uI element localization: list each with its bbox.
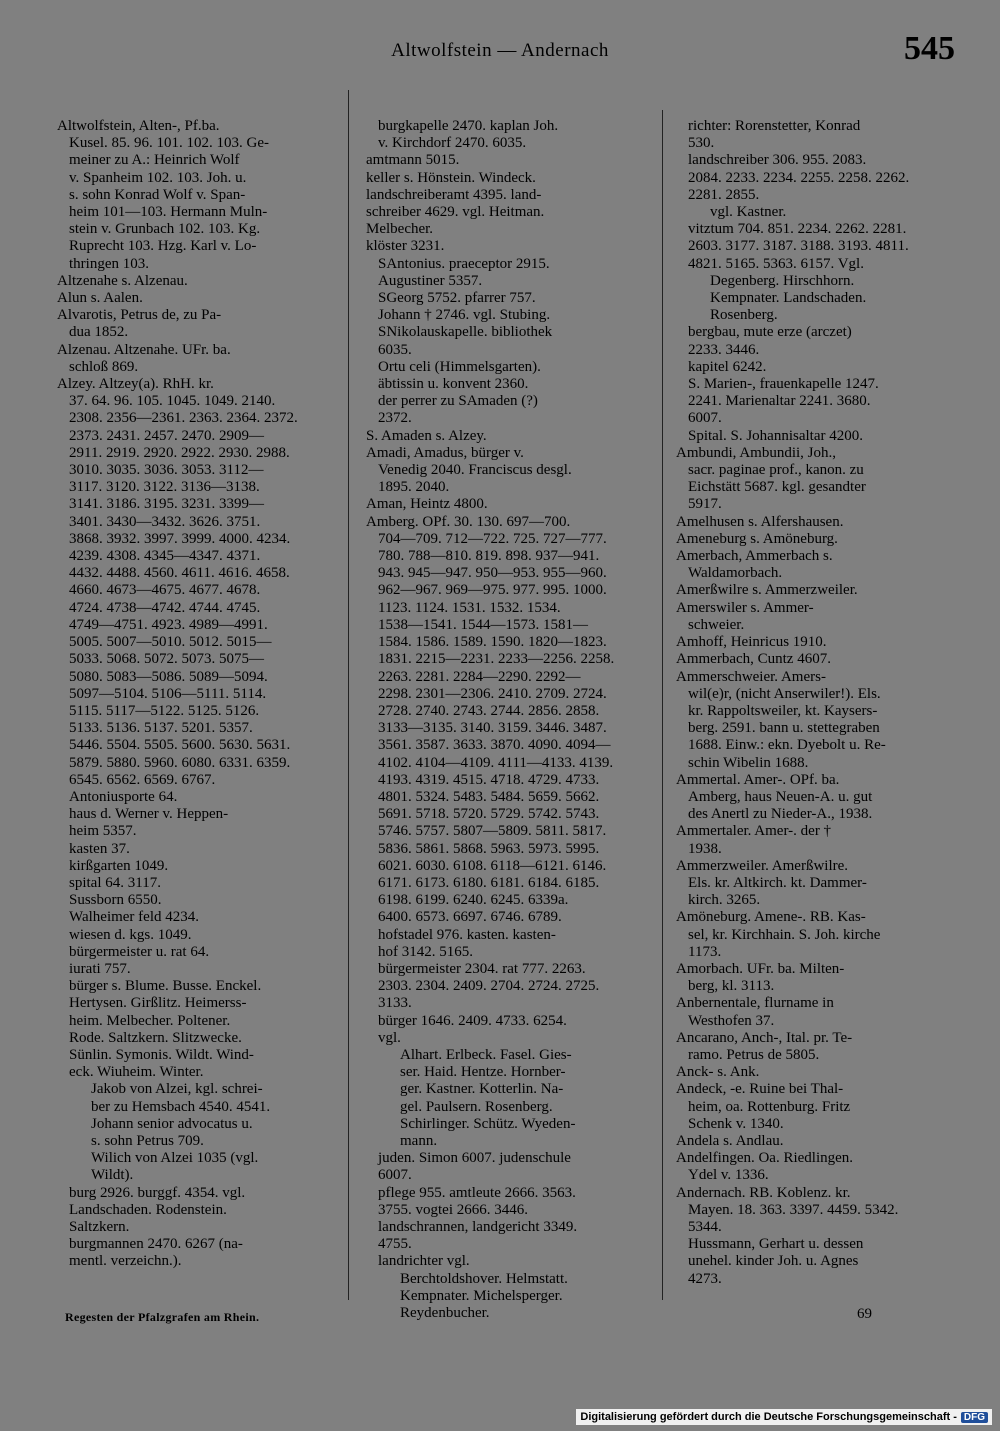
index-line: Amorbach. UFr. ba. Milten- <box>676 960 845 977</box>
index-line: SGeorg 5752. pfarrer 757. <box>378 290 536 307</box>
index-line: 1938. <box>688 840 722 857</box>
index-line: 5097—5104. 5106—5111. 5114. <box>69 685 267 702</box>
index-line: 3010. 3035. 3036. 3053. 3112— <box>69 462 264 479</box>
index-line: haus d. Werner v. Heppen- <box>69 806 229 823</box>
index-line: Andela s. Andlau. <box>676 1132 784 1149</box>
index-line: 4801. 5324. 5483. 5484. 5659. 5662. <box>378 788 600 805</box>
index-line: schin Wibelin 1688. <box>688 754 809 771</box>
index-line: Ruprecht 103. Hzg. Karl v. Lo- <box>69 238 257 255</box>
index-line: Jakob von Alzei, kgl. schrei- <box>91 1081 263 1098</box>
index-line: Altwolfstein, Alten-, Pf.ba. <box>57 118 220 134</box>
index-line: 5080. 5083—5086. 5089—5094. <box>69 668 268 685</box>
index-line: Venedig 2040. Franciscus desgl. <box>378 462 572 479</box>
index-line: v. Kirchdorf 2470. 6035. <box>378 135 527 152</box>
index-line: ser. Haid. Hentze. Hornber- <box>400 1064 566 1081</box>
index-line: Altzenahe s. Alzenau. <box>57 272 188 289</box>
index-line: 4724. 4738—4742. 4744. 4745. <box>69 599 261 616</box>
index-line: 5115. 5117—5122. 5125. 5126. <box>69 702 260 719</box>
index-line: Hussmann, Gerhart u. dessen <box>688 1236 864 1253</box>
index-line: 3561. 3587. 3633. 3870. 4090. 4094— <box>378 737 611 754</box>
index-line: wiesen d. kgs. 1049. <box>69 926 192 943</box>
index-line: ramo. Petrus de 5805. <box>688 1046 820 1063</box>
digitization-credit <box>576 1409 992 1425</box>
index-line: schreiber 4629. vgl. Heitman. <box>366 204 545 221</box>
index-line: Ancarano, Anch-, Ital. pr. Te- <box>676 1029 853 1046</box>
index-line: 6171. 6173. 6180. 6181. 6184. 6185. <box>378 874 600 891</box>
index-line: heim. Melbecher. Poltener. <box>69 1012 231 1029</box>
column-rule-1 <box>348 90 349 1300</box>
index-line: 1895. 2040. <box>378 479 450 496</box>
index-line: Amberg. OPf. 30. 130. 697—700. <box>366 513 571 530</box>
index-line: vitztum 704. 851. 2234. 2262. 2281. <box>688 221 907 238</box>
index-line: Kempnater. Michelsperger. <box>400 1287 563 1304</box>
index-line: mann. <box>400 1132 438 1149</box>
index-line: kirch. 3265. <box>688 892 761 909</box>
index-line: Ameneburg s. Amöneburg. <box>676 530 838 547</box>
index-line: 3133—3135. 3140. 3159. 3446. 3487. <box>378 720 607 737</box>
index-line: 5917. <box>688 496 722 513</box>
index-line: juden. Simon 6007. judenschule <box>378 1150 571 1167</box>
index-line: heim 5357. <box>69 823 137 840</box>
index-line: 1173. <box>688 943 722 960</box>
index-line: Amadi, Amadus, bürger v. <box>366 444 524 461</box>
index-line: 4749—4751. 4923. 4989—4991. <box>69 616 268 633</box>
index-line: Landschaden. Rodenstein. <box>69 1201 227 1218</box>
index-line: ber zu Hemsbach 4540. 4541. <box>91 1098 271 1115</box>
index-line: 4660. 4673—4675. 4677. 4678. <box>69 582 261 599</box>
index-line: 5446. 5504. 5505. 5600. 5630. 5631. <box>69 737 291 754</box>
index-line: landrichter vgl. <box>378 1253 470 1270</box>
index-line: Wilich von Alzei 1035 (vgl. <box>91 1150 259 1167</box>
index-line: 6007. <box>688 410 722 427</box>
index-line: s. sohn Konrad Wolf v. Span- <box>69 186 246 203</box>
index-line: 6035. <box>378 341 412 358</box>
index-line: Augustiner 5357. <box>378 272 483 289</box>
index-line: Amhoff, Heinricus 1910. <box>676 634 827 651</box>
index-line: bürger 1646. 2409. 4733. 6254. <box>378 1012 567 1029</box>
index-line: 4239. 4308. 4345—4347. 4371. <box>69 548 261 565</box>
index-line: Reydenbucher. <box>400 1305 490 1322</box>
index-line: Hertysen. Girßlitz. Heimerss- <box>69 995 247 1012</box>
source-title: Regesten der Pfalzgrafen am Rhein. <box>65 1310 260 1324</box>
index-line: keller s. Hönstein. Windeck. <box>366 169 536 186</box>
index-line: Ambundi, Ambundii, Joh., <box>676 444 837 461</box>
index-line: 2372. <box>378 410 412 427</box>
index-line: heim, oa. Rottenburg. Fritz <box>688 1098 851 1115</box>
index-line: amtmann 5015. <box>366 152 460 169</box>
index-line: 2303. 2304. 2409. 2704. 2724. 2725. <box>378 978 600 995</box>
page-number: 545 <box>904 30 955 67</box>
index-line: 3117. 3120. 3122. 3136—3138. <box>69 479 260 496</box>
index-line: des Anertl zu Nieder-A., 1938. <box>688 806 873 823</box>
dfg-logo: DFG <box>961 1412 988 1423</box>
column-rule-2 <box>662 110 663 1300</box>
index-line: 6021. 6030. 6108. 6118—6121. 6146. <box>378 857 607 874</box>
index-line: eck. Wiuheim. Winter. <box>69 1064 204 1081</box>
index-line: 2603. 3177. 3187. 3188. 3193. 4811. <box>688 238 909 255</box>
index-line: wil(e)r, (nicht Anserwiler!). Els. <box>688 685 881 702</box>
index-line: Ortu celi (Himmelsgarten). <box>378 358 541 375</box>
index-line: berg. 2591. bann u. stettegraben <box>688 720 880 737</box>
index-line: 4102. 4104—4109. 4111—4133. 4139. <box>378 754 614 771</box>
index-line: Alzenau. Altzenahe. UFr. ba. <box>57 341 231 358</box>
index-line: 2373. 2431. 2457. 2470. 2909— <box>69 427 264 444</box>
index-line: dua 1852. <box>69 324 129 341</box>
index-line: bürgermeister u. rat 64. <box>69 943 210 960</box>
index-line: Waldamorbach. <box>688 565 783 582</box>
index-line: meiner zu A.: Heinrich Wolf <box>69 152 240 169</box>
index-line: Wildt). <box>91 1167 134 1184</box>
index-line: Anck- s. Ank. <box>676 1064 760 1081</box>
index-line: Melbecher. <box>366 221 434 238</box>
index-line: hof 3142. 5165. <box>378 943 473 960</box>
index-line: Andeck, -e. Ruine bei Thal- <box>676 1081 844 1098</box>
index-line: landschrannen, landgericht 3349. <box>378 1219 578 1235</box>
index-line: Johann senior advocatus u. <box>91 1115 253 1132</box>
index-line: 4432. 4488. 4560. 4611. 4616. 4658. <box>69 565 290 582</box>
index-line: Alun s. Aalen. <box>57 290 143 307</box>
index-line: 6545. 6562. 6569. 6767. <box>69 771 216 788</box>
index-line: Berchtoldshover. Helmstatt. <box>400 1270 568 1287</box>
index-line: burgmannen 2470. 6267 (na- <box>69 1236 243 1253</box>
index-line: Schenk v. 1340. <box>688 1115 784 1132</box>
index-line: Rode. Saltzkern. Slitzwecke. <box>69 1029 242 1046</box>
index-line: Mayen. 18. 363. 3397. 4459. 5342. <box>688 1201 899 1218</box>
index-line: Ammerschweier. Amers- <box>676 668 826 685</box>
index-line: 6400. 6573. 6697. 6746. 6789. <box>378 909 562 926</box>
index-line: 3141. 3186. 3195. 3231. 3399— <box>69 496 264 513</box>
index-line: Johann † 2746. vgl. Stubing. <box>378 307 551 324</box>
index-line: Degenberg. Hirschhorn. <box>710 272 855 289</box>
index-line: Andernach. RB. Koblenz. kr. <box>676 1184 851 1201</box>
index-line: Alvarotis, Petrus de, zu Pa- <box>57 307 222 324</box>
index-line: Andelfingen. Oa. Riedlingen. <box>676 1150 854 1167</box>
index-line: Aman, Heintz 4800. <box>366 496 488 513</box>
index-line: äbtissin u. konvent 2360. <box>378 376 529 393</box>
index-line: Alhart. Erlbeck. Fasel. Gies- <box>400 1046 572 1063</box>
index-line: ger. Kastner. Kotterlin. Na- <box>400 1081 564 1098</box>
index-line: 780. 788—810. 819. 898. 937—941. <box>378 548 600 565</box>
index-column-1 <box>57 118 342 1271</box>
index-column-2 <box>366 118 644 1322</box>
sheet-number: 69 <box>857 1306 872 1322</box>
index-line: stein v. Grunbach 102. 103. Kg. <box>69 221 261 238</box>
index-line: 2084. 2233. 2234. 2255. 2258. 2262. <box>688 169 910 186</box>
index-line: Sünlin. Symonis. Wildt. Wind- <box>69 1046 254 1063</box>
index-line: Amöneburg. Amene-. RB. Kas- <box>676 909 866 926</box>
index-line: Kusel. 85. 96. 101. 102. 103. Ge- <box>69 135 269 152</box>
index-line: Amerßwilre s. Ammerzweiler. <box>676 582 858 599</box>
index-line: 1831. 2215—2231. 2233—2256. 2258. <box>378 651 615 668</box>
index-line: kapitel 6242. <box>688 358 767 375</box>
index-line: 962—967. 969—975. 977. 995. 1000. <box>378 582 607 599</box>
index-line: heim 101—103. Hermann Muln- <box>69 204 268 221</box>
index-line: 2281. 2855. <box>688 186 760 203</box>
index-line: Schirlinger. Schütz. Wyeden- <box>400 1115 576 1132</box>
index-line: 1123. 1124. 1531. 1532. 1534. <box>378 599 561 616</box>
index-line: sacr. paginae prof., kanon. zu <box>688 462 864 479</box>
index-line: landschreiber 306. 955. 2083. <box>688 152 867 169</box>
index-line: 2263. 2281. 2284—2290. 2292— <box>378 668 581 685</box>
index-line: Saltzkern. <box>69 1219 130 1235</box>
index-line: Amerswiler s. Ammer- <box>676 599 814 616</box>
index-line: iurati 757. <box>69 960 131 977</box>
index-line: s. sohn Petrus 709. <box>91 1132 204 1149</box>
index-line: klöster 3231. <box>366 238 445 255</box>
index-line: vgl. <box>378 1029 401 1046</box>
index-line: 3401. 3430—3432. 3626. 3751. <box>69 513 261 530</box>
index-line: 704—709. 712—722. 725. 727—777. <box>378 530 607 547</box>
index-line: 2911. 2919. 2920. 2922. 2930. 2988. <box>69 444 290 461</box>
index-line: Antoniusporte 64. <box>69 788 178 805</box>
index-line: Amerbach, Ammerbach s. <box>676 548 833 565</box>
index-line: SAntonius. praeceptor 2915. <box>378 255 550 272</box>
index-line: unehel. kinder Joh. u. Agnes <box>688 1253 859 1270</box>
index-line: 2241. Marienaltar 2241. 3680. <box>688 393 871 410</box>
index-line: 943. 945—947. 950—953. 955—960. <box>378 565 607 582</box>
index-line: pflege 955. amtleute 2666. 3563. <box>378 1184 576 1201</box>
index-line: Rosenberg. <box>710 307 778 324</box>
credit-text: Digitalisierung gefördert durch die Deutsche Forschungsgemeinschaft - <box>580 1411 957 1423</box>
index-line: Anbernentale, flurname in <box>676 995 834 1012</box>
index-line: Ammerzweiler. Amerßwilre. <box>676 857 849 874</box>
index-line: v. Spanheim 102. 103. Joh. u. <box>69 169 247 186</box>
index-line: der perrer zu SAmaden (?) <box>378 393 538 410</box>
index-line: 5133. 5136. 5137. 5201. 5357. <box>69 720 253 737</box>
index-line: 4821. 5165. 5363. 6157. Vgl. <box>688 255 864 272</box>
index-line: Westhofen 37. <box>688 1012 775 1029</box>
index-line: berg, kl. 3113. <box>688 978 775 995</box>
index-line: Eichstätt 5687. kgl. gesandter <box>688 479 866 496</box>
index-line: kirßgarten 1049. <box>69 857 169 874</box>
index-line: 5005. 5007—5010. 5012. 5015— <box>69 634 272 651</box>
index-line: Ammertal. Amer-. OPf. ba. <box>676 771 840 788</box>
index-column-3 <box>676 118 958 1288</box>
index-line: 1538—1541. 1544—1573. 1581— <box>378 616 588 633</box>
index-line: spital 64. 3117. <box>69 874 161 891</box>
index-line: 5746. 5757. 5807—5809. 5811. 5817. <box>378 823 607 840</box>
index-line: Kempnater. Landschaden. <box>710 290 867 307</box>
index-line: 6007. <box>378 1167 412 1184</box>
index-line: Walheimer feld 4234. <box>69 909 199 926</box>
index-line: 2308. 2356—2361. 2363. 2364. 2372. <box>69 410 298 427</box>
index-line: Ammertaler. Amer-. der † <box>676 823 832 840</box>
index-line: Spital. S. Johannisaltar 4200. <box>688 427 863 444</box>
running-title: Altwolfstein — Andernach <box>391 40 609 61</box>
index-line: S. Amaden s. Alzey. <box>366 427 487 444</box>
index-line: S. Marien-, frauenkapelle 1247. <box>688 376 879 393</box>
index-line: 5033. 5068. 5072. 5073. 5075— <box>69 651 264 668</box>
index-line: schloß 869. <box>69 358 139 375</box>
index-line: hofstadel 976. kasten. kasten- <box>378 926 556 943</box>
index-line: 3133. <box>378 995 412 1012</box>
index-line: burgkapelle 2470. kaplan Joh. <box>378 118 559 134</box>
index-line: gel. Paulsern. Rosenberg. <box>400 1098 553 1115</box>
index-line: 530. <box>688 135 715 152</box>
index-line: kr. Rappoltsweiler, kt. Kaysers- <box>688 702 878 719</box>
index-line: Ammerbach, Cuntz 4607. <box>676 651 831 668</box>
index-line: SNikolauskapelle. bibliothek <box>378 324 553 341</box>
index-line: Amberg, haus Neuen-A. u. gut <box>688 788 873 805</box>
index-line: 4755. <box>378 1236 412 1253</box>
index-line: 5879. 5880. 5960. 6080. 6331. 6359. <box>69 754 291 771</box>
index-line: vgl. Kastner. <box>710 204 787 221</box>
index-line: 5836. 5861. 5868. 5963. 5973. 5995. <box>378 840 600 857</box>
index-line: Amelhusen s. Alfershausen. <box>676 513 844 530</box>
index-line: 2233. 3446. <box>688 341 760 358</box>
index-line: mentl. verzeichn.). <box>69 1253 182 1270</box>
index-line: burg 2926. burggf. 4354. vgl. <box>69 1184 246 1201</box>
index-line: 4193. 4319. 4515. 4718. 4729. 4733. <box>378 771 600 788</box>
index-line: 5344. <box>688 1219 722 1235</box>
index-line: Els. kr. Altkirch. kt. Dammer- <box>688 874 867 891</box>
index-line: richter: Rorenstetter, Konrad <box>688 118 861 134</box>
index-line: Alzey. Altzey(a). RhH. kr. <box>57 376 214 393</box>
index-line: 2728. 2740. 2743. 2744. 2856. 2858. <box>378 702 600 719</box>
index-line: 3868. 3932. 3997. 3999. 4000. 4234. <box>69 530 291 547</box>
index-line: 1688. Einw.: ekn. Dyebolt u. Re- <box>688 737 886 754</box>
index-line: thringen 103. <box>69 255 149 272</box>
index-line: bergbau, mute erze (arczet) <box>688 324 852 341</box>
index-line: sel, kr. Kirchhain. S. Joh. kirche <box>688 926 881 943</box>
index-line: Ydel v. 1336. <box>688 1167 769 1184</box>
index-line: kasten 37. <box>69 840 130 857</box>
index-line: Sussborn 6550. <box>69 892 162 909</box>
index-line: bürgermeister 2304. rat 777. 2263. <box>378 960 586 977</box>
index-line: 3755. vogtei 2666. 3446. <box>378 1201 528 1218</box>
index-line: bürger s. Blume. Busse. Enckel. <box>69 978 262 995</box>
index-line: 2298. 2301—2306. 2410. 2709. 2724. <box>378 685 607 702</box>
index-line: 5691. 5718. 5720. 5729. 5742. 5743. <box>378 806 600 823</box>
index-line: 4273. <box>688 1270 722 1287</box>
index-line: 1584. 1586. 1589. 1590. 1820—1823. <box>378 634 607 651</box>
index-line: 37. 64. 96. 105. 1045. 1049. 2140. <box>69 393 276 410</box>
index-line: schweier. <box>688 616 745 633</box>
index-line: landschreiberamt 4395. land- <box>366 186 542 203</box>
index-line: 6198. 6199. 6240. 6245. 6339a. <box>378 892 569 909</box>
